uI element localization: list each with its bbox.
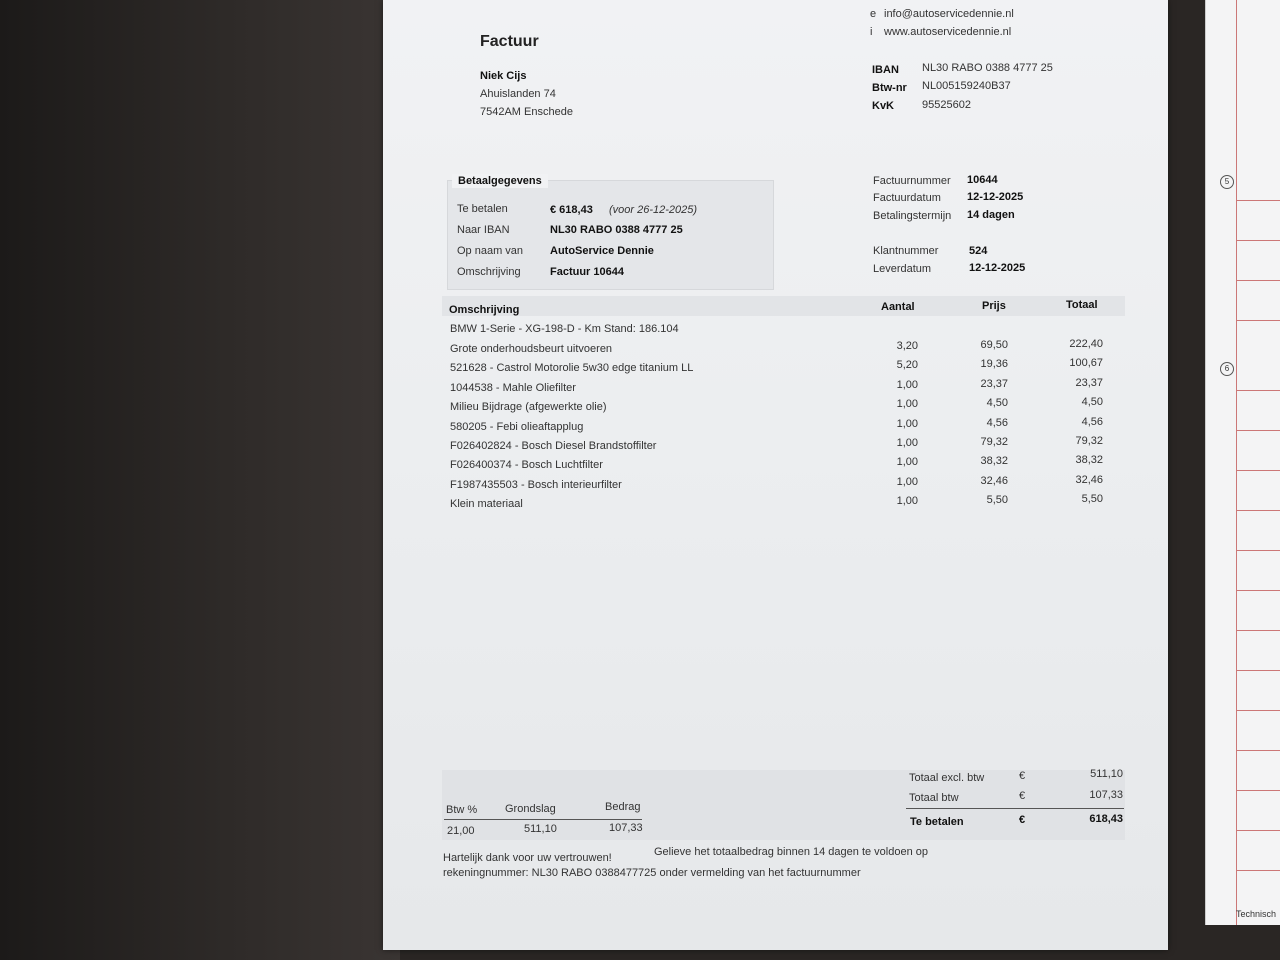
item-qty: 1,00 [896, 417, 918, 430]
item-description: Klein materiaal [450, 498, 523, 511]
customer-city: 7542AM Enschede [480, 106, 573, 118]
payment-label: Op naam van [457, 245, 524, 257]
web-prefix: i [870, 26, 873, 38]
item-total: 4,56 [1081, 415, 1103, 428]
item-qty: 1,00 [896, 475, 918, 488]
item-description: Grote onderhoudsbeurt uitvoeren [450, 343, 613, 355]
item-total: 38,32 [1075, 454, 1103, 467]
column-header-price: Prijs [982, 300, 1006, 312]
total-pay-value: 618,43 [1089, 813, 1123, 825]
item-description: 580205 - Febi olieaftapplug [450, 420, 584, 433]
section-badge: 6 [1220, 362, 1234, 376]
btw-label: Btw-nr [872, 82, 907, 94]
payment-value: NL30 RABO 0388 4777 25 [550, 224, 683, 236]
invoice-meta-label: Klantnummer [873, 245, 939, 257]
total-pay-label: Te betalen [910, 816, 964, 828]
payment-note: (voor 26-12-2025) [609, 204, 698, 216]
total-excl-label: Totaal excl. btw [909, 772, 985, 784]
invoice-meta-label: Factuurdatum [873, 192, 941, 204]
column-header-total: Totaal [1066, 299, 1098, 311]
payment-value: Factuur 10644 [550, 266, 624, 278]
vehicle-line: BMW 1-Serie - XG-198-D - Km Stand: 186.104 [450, 323, 679, 335]
payment-value: € 618,43 [550, 204, 593, 216]
iban-label: IBAN [872, 64, 899, 76]
invoice-meta-label: Leverdatum [873, 263, 932, 275]
email-prefix: e [870, 8, 877, 20]
customer-name: Niek Cijs [480, 70, 527, 82]
item-total: 222,40 [1069, 338, 1103, 350]
footer-thanks: Hartelijk dank voor uw vertrouwen! [443, 852, 612, 864]
total-excl-value: 511,10 [1090, 768, 1123, 780]
vat-header-rate: Btw % [446, 804, 478, 816]
invoice-meta-value: 12-12-2025 [969, 262, 1026, 274]
item-total: 32,46 [1075, 473, 1103, 486]
item-total: 79,32 [1075, 435, 1103, 447]
section-badge: 5 [1220, 175, 1234, 189]
item-description: Milieu Bijdrage (afgewerkte olie) [450, 401, 607, 414]
payment-label: Omschrijving [457, 266, 521, 278]
item-qty: 1,00 [896, 495, 918, 508]
column-header-qty: Aantal [881, 301, 915, 313]
invoice-meta-value: 10644 [967, 174, 998, 186]
payment-value: AutoService Dennie [550, 245, 654, 257]
side-document-footer: Technisch [1236, 909, 1277, 919]
table-header-bar [442, 296, 1125, 316]
footer-instruction: Gelieve het totaalbedrag binnen 14 dagen te voldoen op [654, 846, 928, 858]
red-rule [1236, 0, 1237, 925]
company-kvk: 95525602 [922, 99, 971, 111]
item-total: 4,50 [1081, 396, 1103, 409]
item-description: F026402824 - Bosch Diesel Brandstoffilter [450, 440, 657, 452]
invoice-meta-value: 524 [969, 245, 988, 257]
invoice-meta-value: 12-12-2025 [967, 191, 1024, 203]
item-price: 32,46 [980, 474, 1008, 487]
item-qty: 3,20 [896, 340, 918, 352]
page-title: Factuur [480, 33, 539, 50]
vat-header-base: Grondslag [505, 803, 556, 815]
item-price: 4,50 [986, 397, 1008, 410]
item-description: F026400374 - Bosch Luchtfilter [450, 459, 603, 472]
item-qty: 5,20 [896, 359, 918, 372]
item-price: 5,50 [986, 494, 1008, 507]
invoice-meta-label: Betalingstermijn [873, 210, 952, 222]
payment-label: Naar IBAN [457, 224, 510, 236]
item-price: 19,36 [980, 358, 1008, 371]
item-price: 69,50 [980, 339, 1008, 351]
total-btw-value: 107,33 [1089, 789, 1123, 801]
item-description: 521628 - Castrol Motorolie 5w30 edge titanium LL [450, 362, 694, 375]
item-price: 38,32 [980, 455, 1008, 468]
currency-symbol: € [1019, 790, 1026, 802]
company-btw: NL005159240B37 [922, 80, 1011, 92]
item-qty: 1,00 [896, 378, 918, 391]
total-btw-label: Totaal btw [909, 792, 959, 804]
item-price: 4,56 [986, 416, 1008, 429]
item-qty: 1,00 [896, 398, 918, 411]
currency-symbol: € [1019, 770, 1026, 782]
footer-instruction: rekeningnummer: NL30 RABO 0388477725 onder vermelding van het factuurnummer [443, 867, 861, 879]
currency-symbol: € [1019, 814, 1026, 826]
kvk-label: KvK [872, 100, 895, 112]
vat-base: 511,10 [524, 823, 557, 835]
column-header-description: Omschrijving [449, 304, 520, 316]
item-qty: 1,00 [896, 437, 918, 449]
vat-header-amount: Bedrag [605, 801, 641, 813]
payment-label: Te betalen [457, 203, 508, 215]
vat-divider [444, 819, 642, 820]
item-price: 79,32 [980, 436, 1008, 448]
invoice-meta-value: 14 dagen [967, 209, 1015, 221]
side-document [1205, 0, 1280, 925]
invoice-meta-label: Factuurnummer [873, 175, 951, 187]
item-qty: 1,00 [896, 456, 918, 469]
item-total: 100,67 [1069, 357, 1103, 370]
item-description: F1987435503 - Bosch interieurfilter [450, 478, 622, 491]
company-email: info@autoservicedennie.nl [884, 8, 1014, 20]
company-iban: NL30 RABO 0388 4777 25 [922, 62, 1053, 74]
item-total: 23,37 [1075, 376, 1103, 389]
company-website: www.autoservicedennie.nl [884, 26, 1012, 38]
vat-amount: 107,33 [609, 822, 643, 834]
item-description: 1044538 - Mahle Oliefilter [450, 381, 576, 394]
customer-street: Ahuislanden 74 [480, 88, 556, 100]
totals-divider [906, 808, 1124, 809]
item-price: 23,37 [980, 377, 1008, 390]
desk-background [0, 0, 400, 960]
vat-rate: 21,00 [447, 825, 475, 837]
item-total: 5,50 [1081, 493, 1103, 506]
payment-details-header: Betaalgegevens [452, 174, 548, 188]
